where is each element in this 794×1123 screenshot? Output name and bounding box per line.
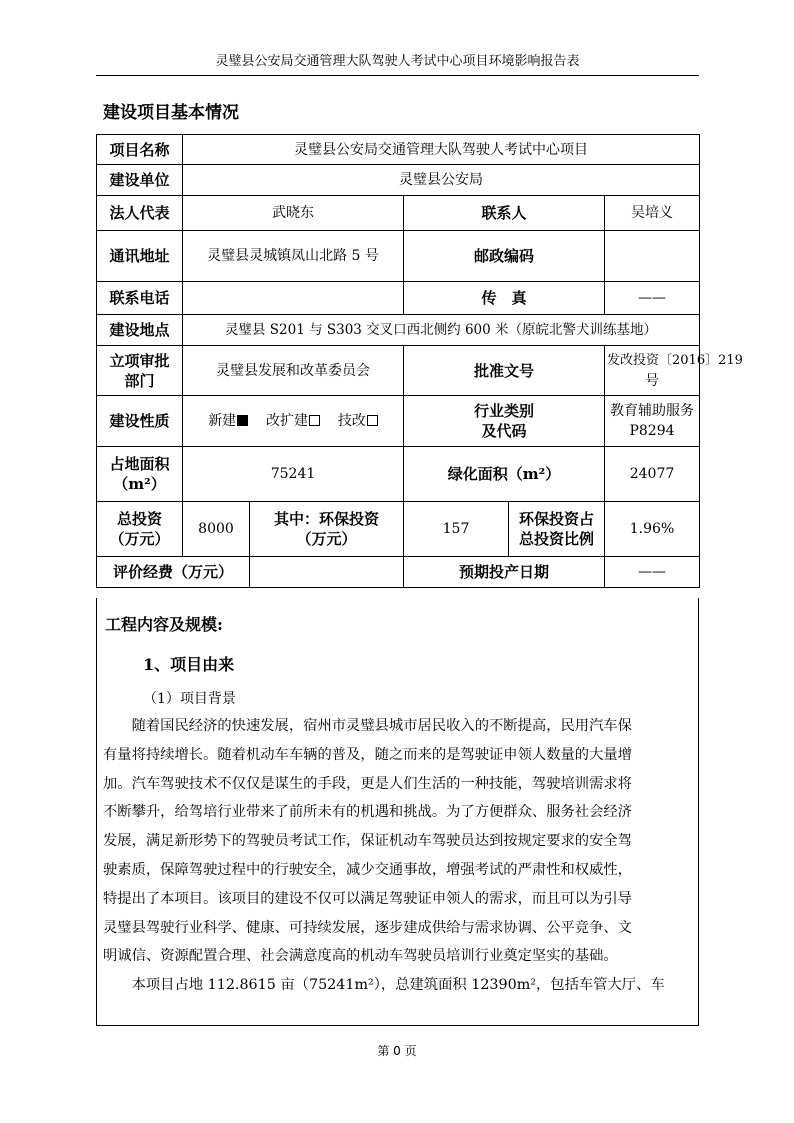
approval-dept-label-line2: 部门 xyxy=(124,371,155,390)
env-invest-label-line1: 其中：环保投资 xyxy=(273,510,379,528)
industry-line2: P8294 xyxy=(629,423,675,439)
approval-dept-value: 灵璧县发展和改革委员会 xyxy=(183,346,404,396)
invest-label-line1: 总投资 xyxy=(116,510,162,528)
location-label: 建设地点 xyxy=(97,315,183,346)
contact-value: 吴培义 xyxy=(605,196,700,231)
paragraph-line: 灵璧县驾驶行业科学、健康、可持续发展，逐步建成供给与需求协调、公平竞争、文 xyxy=(103,919,632,936)
area-label-line2: （m²） xyxy=(113,475,166,493)
paragraph-line: 加。汽车驾驶技术不仅仅是谋生的手段，更是人们生活的一种技能，驾驶培训需求将 xyxy=(103,775,632,792)
ratio-label xyxy=(509,502,605,557)
phone-value xyxy=(183,282,404,315)
project-name-value: 灵璧县公安局交通管理大队驾驶人考试中心项目 xyxy=(183,135,700,165)
approval-no-value xyxy=(605,346,743,396)
table-row xyxy=(97,346,700,396)
document-header: 灵璧县公安局交通管理大队驾驶人考试中心项目环境影响报告表 xyxy=(96,53,699,76)
unit-value: 灵璧县公安局 xyxy=(183,165,700,196)
nature-label: 建设性质 xyxy=(97,396,183,447)
nature-value xyxy=(183,396,404,447)
invest-label-line2: （万元） xyxy=(109,530,170,548)
nature-new-checkbox xyxy=(237,415,248,426)
table-row xyxy=(97,502,700,557)
area-label xyxy=(97,447,183,502)
table-row xyxy=(97,447,700,502)
phone-label: 联系电话 xyxy=(97,282,183,315)
fax-value: —— xyxy=(605,282,700,315)
green-value: 24077 xyxy=(605,447,700,502)
approval-dept-label xyxy=(97,346,183,396)
approval-no-line1: 发改投资〔2016〕219 xyxy=(607,352,743,368)
paragraph-line: 有量将持续增长。随着机动车车辆的普及，随之而来的是驾驶证申领人数量的大量增 xyxy=(103,746,632,763)
ratio-value: 1.96% xyxy=(605,502,700,557)
nature-new-label: 新建 xyxy=(208,413,237,429)
table-row xyxy=(97,231,700,282)
page-footer: 第 0 页 xyxy=(377,1044,417,1058)
fee-label: 评价经费（万元） xyxy=(97,557,250,588)
nature-expand-checkbox xyxy=(309,415,320,426)
paragraph-line: 本项目占地 112.8615 亩（75241m²），总建筑面积 12390m²，包括车管大厅、车 xyxy=(103,977,665,994)
ratio-label-line1: 环保投资占 xyxy=(518,510,594,528)
section-title: 建设项目基本情况 xyxy=(103,103,239,123)
table-row xyxy=(97,315,700,346)
postcode-value xyxy=(605,231,700,282)
nature-tech-checkbox xyxy=(367,415,378,426)
industry-line1: 教育辅助服务 xyxy=(610,403,695,419)
env-invest-value: 157 xyxy=(404,502,509,557)
table-row xyxy=(97,557,700,588)
sub-title: 1、项目由来 xyxy=(143,655,235,674)
industry-label-line2: 及代码 xyxy=(481,422,527,440)
fee-value xyxy=(250,557,404,588)
address-label: 通讯地址 xyxy=(97,231,183,282)
industry-value xyxy=(605,396,700,447)
project-content-box xyxy=(96,598,699,1026)
paragraph-line: 明诚信、资源配置合理、社会满意度高的机动车驾驶员培训行业奠定坚实的基础。 xyxy=(103,948,618,965)
nature-expand-label: 改扩建 xyxy=(266,413,308,429)
postcode-label: 邮政编码 xyxy=(404,231,605,282)
table-row xyxy=(97,282,700,315)
green-label: 绿化面积（m²） xyxy=(404,447,605,502)
approval-dept-label-line1: 立项审批 xyxy=(109,351,170,370)
table-row xyxy=(97,165,700,196)
legal-rep-label: 法人代表 xyxy=(97,196,183,231)
date-value: —— xyxy=(605,557,700,588)
approval-no-label: 批准文号 xyxy=(404,346,605,396)
table-row xyxy=(97,396,700,447)
background-paragraph xyxy=(103,712,693,1000)
area-label-line1: 占地面积 xyxy=(109,455,170,473)
address-value: 灵璧县灵城镇凤山北路 5 号 xyxy=(183,231,404,282)
location-value: 灵璧县 S201 与 S303 交叉口西北侧约 600 米（原皖北警犬训练基地） xyxy=(183,315,700,346)
table-row xyxy=(97,196,700,231)
paragraph-line: 不断攀升，给驾培行业带来了前所未有的机遇和挑战。为了方便群众、服务社会经济 xyxy=(103,804,632,821)
fax-label: 传 真 xyxy=(404,282,605,315)
paragraph-line: 驶素质，保障驾驶过程中的行驶安全，减少交通事故，增强考试的严肃性和权威性， xyxy=(103,861,632,878)
legal-rep-value: 武晓东 xyxy=(183,196,404,231)
contact-label: 联系人 xyxy=(404,196,605,231)
invest-value: 8000 xyxy=(183,502,250,557)
nature-tech-label: 技改 xyxy=(337,413,366,429)
table-row xyxy=(97,135,700,165)
background-title: （1）项目背景 xyxy=(143,691,236,707)
date-label: 预期投产日期 xyxy=(404,557,605,588)
paragraph-line: 随着国民经济的快速发展，宿州市灵璧县城市居民收入的不断提高，民用汽车保 xyxy=(103,718,632,734)
env-invest-label xyxy=(250,502,404,557)
basic-info-table xyxy=(96,134,743,588)
env-invest-label-line2: （万元） xyxy=(296,530,357,548)
paragraph-line: 发展，满足新形势下的驾驶员考试工作，保证机动车驾驶员达到按规定要求的安全驾 xyxy=(103,833,632,850)
industry-label-line1: 行业类别 xyxy=(473,402,534,420)
area-value: 75241 xyxy=(183,447,404,502)
invest-label xyxy=(97,502,183,557)
paragraph-line: 特提出了本项目。该项目的建设不仅可以满足驾驶证申领人的需求，而且可以为引导 xyxy=(103,890,632,907)
unit-label: 建设单位 xyxy=(97,165,183,196)
ratio-label-line2: 总投资比例 xyxy=(518,530,594,548)
content-title: 工程内容及规模: xyxy=(105,615,223,634)
project-name-label: 项目名称 xyxy=(97,135,183,165)
approval-no-line2: 号 xyxy=(645,372,660,389)
industry-label xyxy=(404,396,605,447)
